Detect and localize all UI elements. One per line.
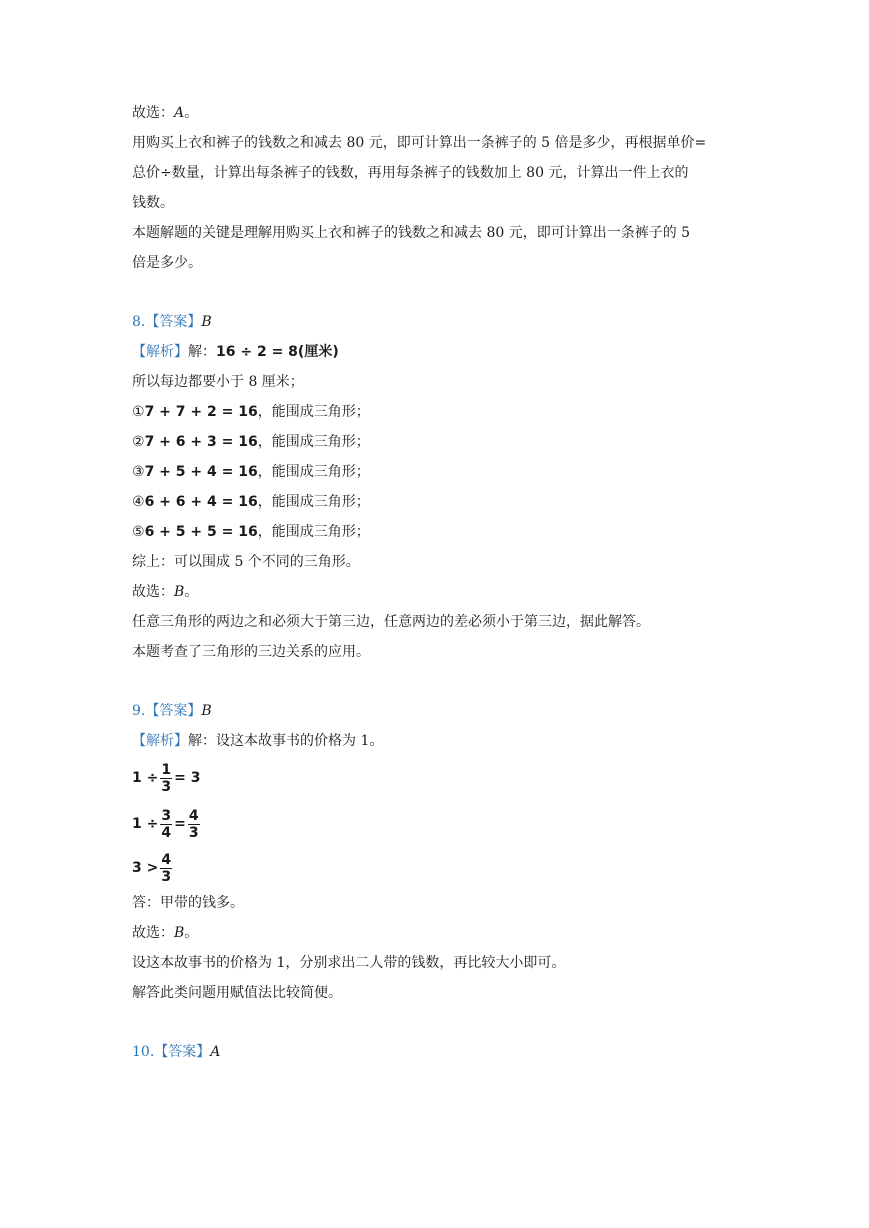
case-mark: ④: [132, 494, 145, 510]
question-number: 9.: [132, 703, 146, 719]
answer-header-8: [132, 312, 212, 332]
case-text: ，能围成三角形；: [257, 404, 370, 420]
choice-answer: B: [174, 925, 185, 941]
eq-left: 1 ÷: [132, 816, 159, 832]
question-number: 10.: [132, 1044, 155, 1060]
case-mark: ③: [132, 464, 145, 480]
question-number: 8.: [132, 314, 146, 330]
answer-value: B: [201, 703, 212, 719]
analysis-line-7-3: 钱数。: [132, 195, 174, 211]
jie-text: 解：设这本故事书的价格为 1。: [188, 733, 384, 749]
comment-line-8: 本题考查了三角形的三边关系的应用。: [132, 644, 370, 660]
fraction: [160, 808, 172, 841]
case-mark: ⑤: [132, 524, 145, 540]
comment-line-7-2: 倍是多少。: [132, 255, 202, 271]
triangle-case-1: [132, 402, 370, 422]
fraction: [160, 852, 172, 885]
analysis-line-8: 任意三角形的两边之和必须大于第三边，任意两边的差必须小于第三边，据此解答。: [132, 614, 650, 630]
triangle-case-4: [132, 492, 370, 512]
answer-header-9: [132, 701, 212, 721]
case-text: ，能围成三角形；: [257, 494, 370, 510]
fraction: [188, 808, 200, 841]
case-text: ，能围成三角形；: [257, 464, 370, 480]
case-expression: 6 + 6 + 4 = 16: [144, 494, 258, 510]
answer-value: B: [201, 314, 212, 330]
case-text: ，能围成三角形；: [257, 524, 370, 540]
denominator: 3: [161, 778, 172, 795]
jie-label: 解：: [188, 344, 216, 360]
solution-line-8: [132, 342, 339, 362]
triangle-case-5: [132, 522, 370, 542]
choice-label: 故选：: [132, 925, 174, 941]
answer-value: A: [210, 1044, 221, 1060]
eq-left: 1 ÷: [132, 770, 159, 786]
equation-1: [132, 756, 200, 800]
equation-2: [132, 802, 202, 846]
answer-label: 【答案】: [145, 703, 202, 719]
choice-end: 。: [184, 925, 199, 941]
analysis-line-9: 设这本故事书的价格为 1，分别求出二人带的钱数，再比较大小即可。: [132, 955, 566, 971]
numerator: 4: [161, 851, 172, 868]
choice-answer: B: [174, 584, 185, 600]
solution-line-9: [132, 731, 383, 751]
reply-line: 答：甲带的钱多。: [132, 895, 244, 911]
analysis-line-7-1: 用购买上衣和裤子的钱数之和减去 80 元，即可计算出一条裤子的 5 倍是多少，再根据单价=: [132, 135, 707, 151]
case-mark: ①: [132, 404, 145, 420]
answer-label: 【答案】: [154, 1044, 211, 1060]
choice-line-9: [132, 923, 198, 943]
choice-label: 故选：: [132, 584, 174, 600]
comment-line-7-1: 本题解题的关键是理解用购买上衣和裤子的钱数之和减去 80 元，即可计算出一条裤子的 5: [132, 225, 691, 241]
eq-right: = 3: [174, 770, 201, 786]
numerator: 1: [161, 761, 172, 778]
choice-line-8: [132, 582, 198, 602]
numerator: 4: [188, 807, 199, 824]
denominator: 3: [188, 824, 199, 841]
triangle-case-2: [132, 432, 370, 452]
summary-line: 综上：可以围成 5 个不同的三角形。: [132, 554, 360, 570]
denominator: 3: [161, 868, 172, 885]
fraction: [160, 762, 172, 795]
choice-answer: A: [174, 105, 185, 121]
choice-end: 。: [184, 105, 199, 121]
case-expression: 7 + 7 + 2 = 16: [144, 404, 258, 420]
comment-line-9: 解答此类问题用赋值法比较简便。: [132, 985, 342, 1001]
choice-label: 故选：: [132, 105, 174, 121]
jiexi-label: 【解析】: [132, 344, 188, 360]
numerator: 3: [161, 807, 172, 824]
answer-header-10: [132, 1042, 220, 1062]
jiexi-label: 【解析】: [132, 733, 188, 749]
eq-equals: =: [174, 816, 186, 832]
analysis-line-7-2: 总价÷数量，计算出每条裤子的钱数，再用每条裤子的钱数加上 80 元，计算出一件上衣的: [132, 165, 689, 181]
equation-3: [132, 846, 174, 890]
choice-end: 。: [184, 584, 199, 600]
answer-label: 【答案】: [145, 314, 202, 330]
case-expression: 7 + 5 + 4 = 16: [144, 464, 258, 480]
equation: 16 ÷ 2 = 8(厘米): [216, 344, 339, 360]
text-line: 所以每边都要小于 8 厘米；: [132, 374, 304, 390]
eq-left: 3 >: [132, 860, 159, 876]
denominator: 4: [161, 824, 172, 841]
triangle-case-3: [132, 462, 370, 482]
case-expression: 6 + 5 + 5 = 16: [144, 524, 258, 540]
case-text: ，能围成三角形；: [257, 434, 370, 450]
case-mark: ②: [132, 434, 145, 450]
choice-line-7: [132, 103, 198, 123]
case-expression: 7 + 6 + 3 = 16: [144, 434, 258, 450]
